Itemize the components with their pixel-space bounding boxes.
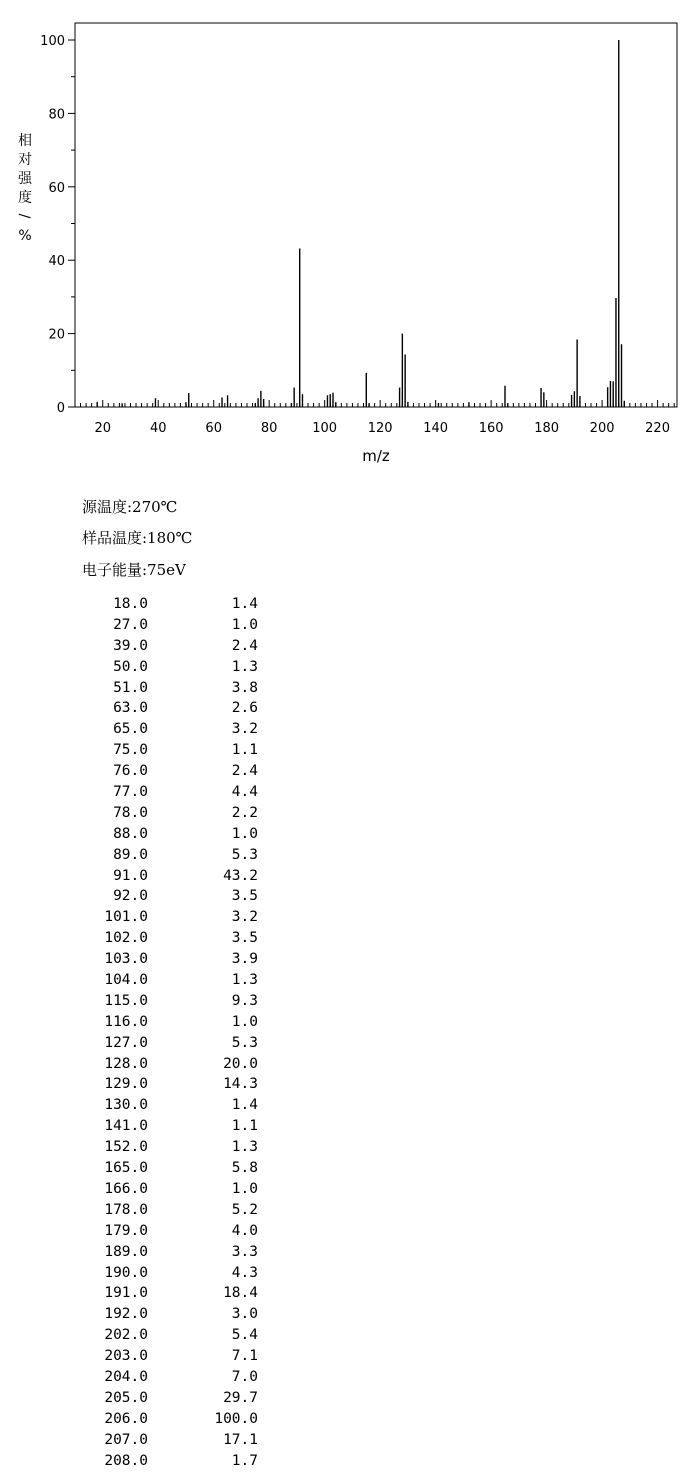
peak-intensity: 1.0 — [231, 1013, 258, 1030]
peak-intensity: 1.7 — [231, 1452, 258, 1469]
x-tick-label: 120 — [367, 421, 393, 436]
peak-mz: 102.0 — [104, 930, 148, 947]
peak-intensity: 3.5 — [231, 888, 258, 905]
peak-mz: 191.0 — [104, 1285, 148, 1302]
spectrum-peaks — [97, 40, 624, 407]
peak-intensity: 1.1 — [231, 1118, 258, 1135]
x-axis — [81, 400, 675, 436]
peak-intensity: 2.4 — [231, 763, 258, 780]
plot-frame — [75, 23, 677, 407]
peak-mz: 92.0 — [113, 888, 148, 905]
peak-mz: 127.0 — [104, 1034, 148, 1051]
peak-intensity: 2.6 — [231, 700, 258, 717]
x-tick-label: 220 — [645, 421, 670, 436]
y-axis — [40, 34, 75, 416]
peak-mz: 203.0 — [104, 1348, 148, 1365]
x-tick-label: 160 — [478, 421, 504, 436]
peak-intensity: 3.5 — [231, 930, 258, 947]
peak-mz: 76.0 — [113, 763, 148, 780]
peak-mz: 51.0 — [113, 679, 148, 696]
y-axis-label-char: 度 — [18, 190, 32, 206]
peak-mz: 152.0 — [104, 1139, 148, 1156]
peak-intensity: 2.4 — [231, 637, 258, 654]
peak-intensity: 1.0 — [231, 616, 258, 633]
peak-intensity: 5.3 — [231, 846, 258, 863]
peak-mz: 50.0 — [113, 658, 148, 675]
peak-intensity: 1.3 — [231, 972, 258, 989]
x-tick-label: 200 — [589, 421, 615, 436]
y-tick-label: 20 — [48, 327, 65, 343]
peak-intensity: 1.4 — [231, 596, 258, 612]
peak-intensity: 3.2 — [231, 909, 258, 926]
sample-temperature: 样品温度:180℃ — [82, 529, 193, 547]
peak-intensity: 5.2 — [231, 1201, 258, 1218]
peak-intensity: 1.1 — [231, 742, 258, 759]
peak-mz: 178.0 — [104, 1201, 148, 1218]
peak-mz: 77.0 — [113, 784, 148, 801]
peak-mz: 116.0 — [104, 1013, 148, 1030]
peak-mz: 91.0 — [113, 867, 148, 884]
peak-mz: 89.0 — [113, 846, 148, 863]
peak-intensity: 100.0 — [214, 1410, 258, 1427]
x-tick-label: 20 — [94, 421, 112, 436]
peak-mz: 207.0 — [104, 1431, 148, 1448]
peak-intensity: 3.3 — [231, 1243, 258, 1260]
peak-mz: 63.0 — [113, 700, 148, 717]
peak-mz: 166.0 — [104, 1180, 148, 1197]
peak-mz: 130.0 — [104, 1097, 148, 1114]
peak-intensity: 4.3 — [231, 1264, 258, 1281]
peak-mz: 190.0 — [104, 1264, 148, 1281]
peak-mz: 75.0 — [113, 742, 148, 759]
peak-intensity: 7.1 — [231, 1348, 258, 1365]
peak-mz: 141.0 — [104, 1118, 148, 1135]
peak-mz: 129.0 — [104, 1076, 148, 1093]
peak-intensity: 1.0 — [231, 825, 258, 842]
peak-intensity: 1.0 — [231, 1180, 258, 1197]
peak-mz: 88.0 — [113, 825, 148, 842]
peak-intensity: 9.3 — [231, 992, 258, 1009]
electron-energy: 电子能量:75eV — [82, 561, 186, 579]
x-tick-label: 180 — [534, 421, 560, 436]
peak-mz: 165.0 — [104, 1160, 148, 1177]
peak-mz: 27.0 — [113, 616, 148, 633]
peak-intensity: 1.4 — [231, 1097, 258, 1114]
peak-mz: 208.0 — [104, 1452, 148, 1469]
peak-intensity: 5.8 — [231, 1160, 258, 1177]
peak-intensity: 20.0 — [223, 1055, 258, 1072]
peak-intensity: 3.8 — [231, 679, 258, 696]
x-axis-label: m/z — [362, 447, 390, 465]
peak-mz: 189.0 — [104, 1243, 148, 1260]
peak-mz: 206.0 — [104, 1410, 148, 1427]
peak-intensity: 7.0 — [231, 1368, 258, 1385]
peak-mz: 101.0 — [104, 909, 148, 926]
peak-intensity: 3.9 — [231, 951, 258, 968]
peak-mz: 128.0 — [104, 1055, 148, 1072]
y-tick-label: 60 — [48, 180, 65, 196]
peak-intensity: 1.3 — [231, 658, 258, 675]
peak-mz: 204.0 — [104, 1368, 148, 1385]
y-tick-label: 40 — [48, 254, 65, 270]
peak-intensity: 4.0 — [231, 1222, 258, 1239]
peak-mz: 39.0 — [113, 637, 148, 654]
peak-intensity: 4.4 — [231, 784, 258, 801]
peak-intensity: 5.3 — [231, 1034, 258, 1051]
peak-intensity: 17.1 — [223, 1431, 258, 1448]
peak-intensity: 1.3 — [231, 1139, 258, 1156]
y-axis-label-char: 对 — [18, 152, 32, 168]
y-axis-label-char: 强 — [18, 171, 32, 187]
peak-mz: 192.0 — [104, 1306, 148, 1323]
peak-intensity: 43.2 — [223, 867, 258, 884]
peak-mz: 65.0 — [113, 721, 148, 738]
peak-mz: 179.0 — [104, 1222, 148, 1239]
x-tick-label: 80 — [260, 421, 278, 436]
peak-mz: 205.0 — [104, 1389, 148, 1406]
x-tick-label: 140 — [423, 421, 449, 436]
mass-spectrum-chart — [0, 0, 687, 480]
peak-mz: 18.0 — [113, 596, 148, 612]
x-tick-label: 40 — [149, 421, 167, 436]
y-axis-label-char: % — [18, 228, 32, 244]
peak-mz: 103.0 — [104, 951, 148, 968]
peak-intensity: 14.3 — [223, 1076, 258, 1093]
peak-intensity: 3.0 — [231, 1306, 258, 1323]
x-tick-label: 60 — [205, 421, 222, 436]
peak-intensity: 3.2 — [231, 721, 258, 738]
peak-mz: 115.0 — [104, 992, 148, 1009]
y-axis-label — [16, 132, 33, 244]
y-tick-label: 0 — [56, 401, 65, 416]
peak-intensity: 5.4 — [231, 1327, 258, 1344]
peak-mz: 202.0 — [104, 1327, 148, 1344]
y-tick-label: 80 — [48, 107, 65, 123]
peak-intensity: 29.7 — [223, 1389, 258, 1406]
peak-intensity: 2.2 — [231, 804, 258, 821]
y-axis-label-char: 相 — [18, 133, 32, 149]
y-tick-label: 100 — [40, 34, 65, 49]
peak-intensity: 18.4 — [223, 1285, 258, 1302]
y-axis-label-char: / — [16, 213, 32, 219]
peak-mz: 104.0 — [104, 972, 148, 989]
source-temperature: 源温度:270℃ — [82, 498, 178, 516]
peak-mz: 78.0 — [113, 804, 148, 821]
x-tick-label: 100 — [312, 421, 338, 436]
